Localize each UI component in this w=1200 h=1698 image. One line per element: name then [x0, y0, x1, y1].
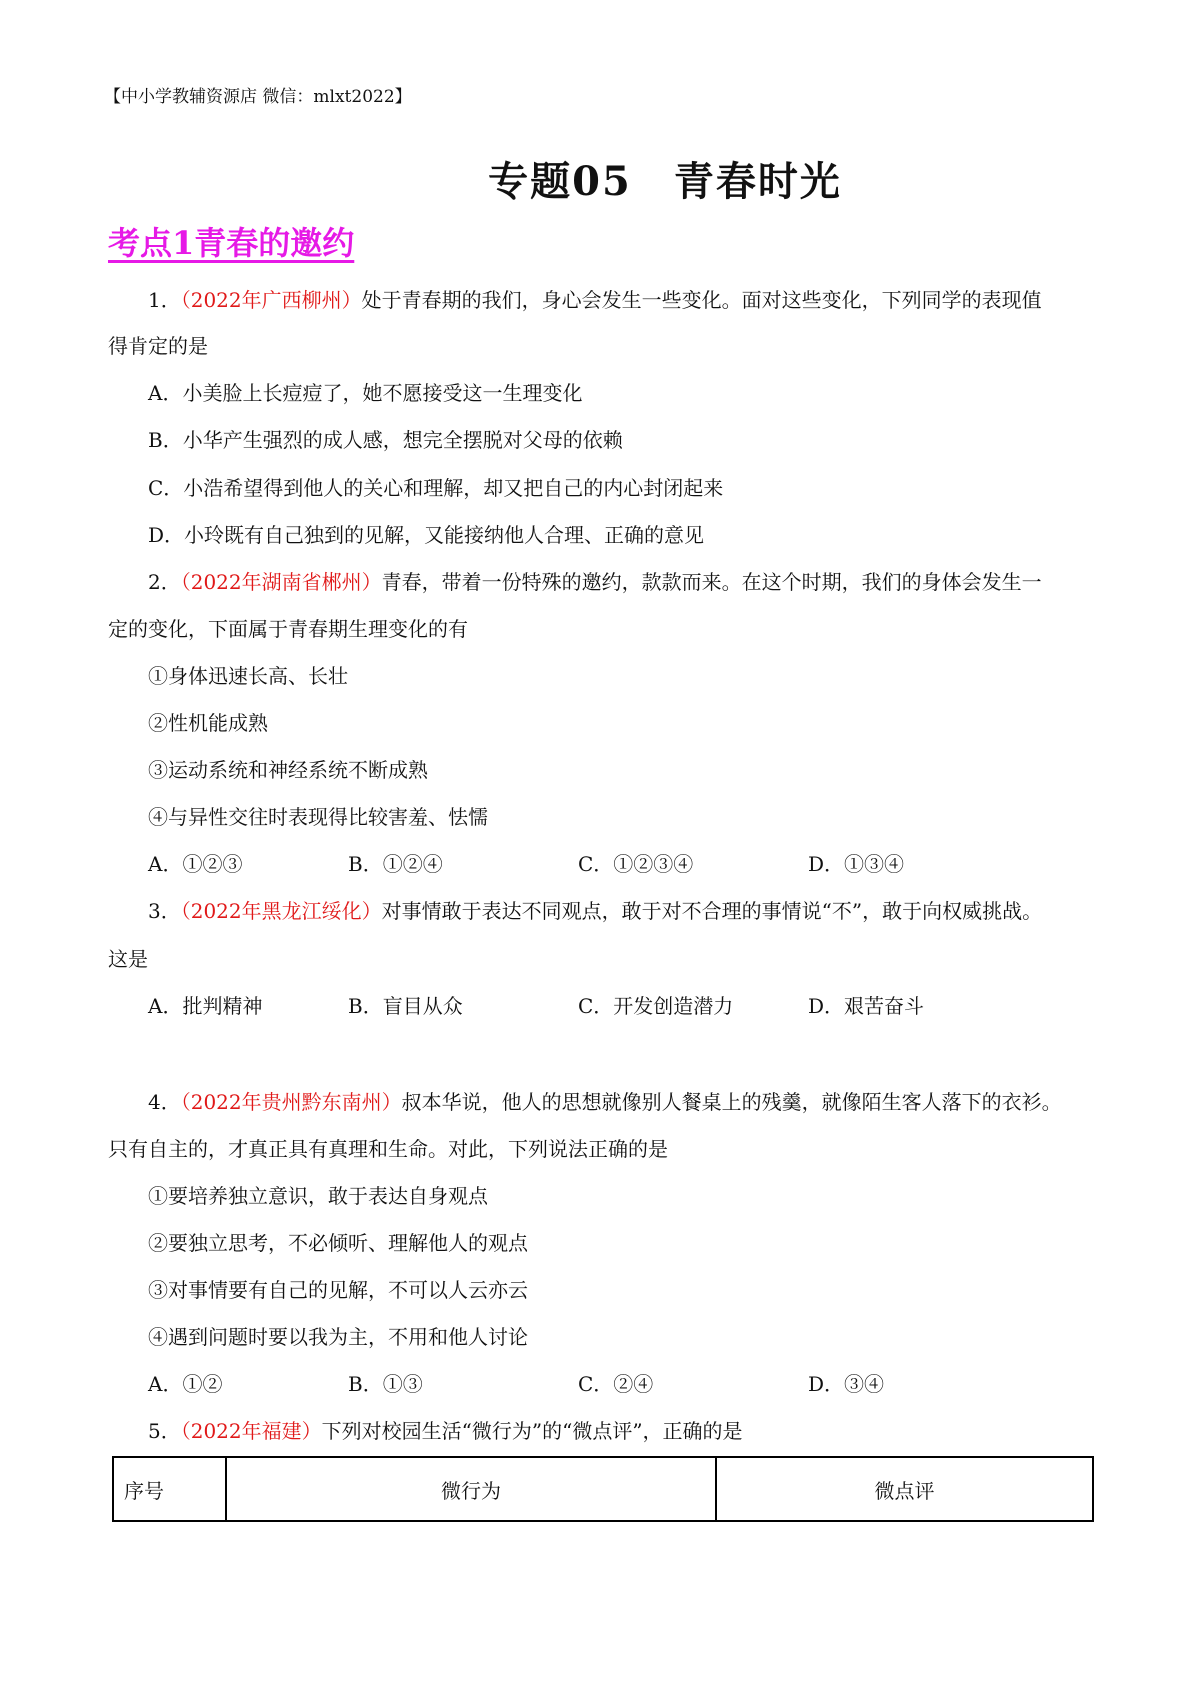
- q3-option-c: C．开发创造潜力: [578, 994, 734, 1018]
- page-header: 【中小学教辅资源店 微信：mlxt2022】: [104, 87, 412, 107]
- q3-option-a: A．批判精神: [148, 994, 263, 1018]
- q4-item: ④遇到问题时要以我为主，不用和他人讨论: [148, 1325, 528, 1349]
- q4-item: ②要独立思考，不必倾听、理解他人的观点: [148, 1231, 528, 1255]
- q2-stem: [148, 566, 1042, 595]
- q3-source: （2022年黑龙江绥化）: [180, 899, 382, 923]
- q4-item: ①要培养独立意识，敢于表达自身观点: [148, 1184, 488, 1208]
- page-title: 专题05 青春时光: [488, 158, 842, 205]
- q2-option-d: D．①③④: [808, 852, 905, 876]
- q2-item: ②性机能成熟: [148, 711, 268, 735]
- q1-stem: [148, 284, 1042, 313]
- q1-option-c: C．小浩希望得到他人的关心和理解，却又把自己的内心封闭起来: [148, 476, 724, 500]
- q2-number: 2．: [148, 570, 181, 594]
- q3-stem-cont: 这是: [108, 947, 148, 971]
- q4-item: ③对事情要有自己的见解，不可以人云亦云: [148, 1278, 528, 1302]
- q2-stem-text: 青春，带着一份特殊的邀约，款款而来。在这个时期，我们的身体会发生一: [381, 570, 1042, 594]
- q2-item: ③运动系统和神经系统不断成熟: [148, 758, 428, 782]
- q4-stem: [148, 1086, 1062, 1115]
- q2-item: ①身体迅速长高、长壮: [148, 664, 348, 688]
- q3-stem: [148, 895, 1042, 924]
- q5-number: 5．: [148, 1419, 181, 1443]
- q4-option-c: C．②④: [578, 1372, 654, 1396]
- q4-number: 4．: [148, 1090, 181, 1114]
- q4-option-b: B．①③: [348, 1372, 423, 1396]
- q2-source: （2022年湖南省郴州）: [180, 570, 382, 594]
- q5-stem: [148, 1415, 743, 1444]
- q3-option-b: B．盲目从众: [348, 994, 463, 1018]
- q2-option-c: C．①②③④: [578, 852, 694, 876]
- q2-option-b: B．①②④: [348, 852, 443, 876]
- q4-option-d: D．③④: [808, 1372, 885, 1396]
- q1-option-b: B．小华产生强烈的成人感，想完全摆脱对父母的依赖: [148, 428, 623, 452]
- q1-option-a: A．小美脸上长痘痘了，她不愿接受这一生理变化: [148, 381, 583, 405]
- q4-source: （2022年贵州黔东南州）: [180, 1090, 402, 1114]
- table-header-cell: 微点评: [716, 1457, 1093, 1521]
- q4-stem-text: 叔本华说，他人的思想就像别人餐桌上的残羹，就像陌生客人落下的衣衫。: [401, 1090, 1062, 1114]
- q1-source: （2022年广西柳州）: [180, 288, 362, 312]
- section-heading: 考点1青春的邀约: [108, 224, 355, 262]
- q5-source: （2022年福建）: [180, 1419, 322, 1443]
- q2-option-a: A．①②③: [148, 852, 243, 876]
- q5-table: [112, 1456, 1094, 1522]
- q5-stem-text: 下列对校园生活“微行为”的“微点评”，正确的是: [321, 1419, 743, 1443]
- q1-option-d: D．小玲既有自己独到的见解，又能接纳他人合理、正确的意见: [148, 523, 705, 547]
- q1-number: 1．: [148, 288, 181, 312]
- table-header-cell: 微行为: [226, 1457, 716, 1521]
- q2-item: ④与异性交往时表现得比较害羞、怯懦: [148, 805, 488, 829]
- q2-stem-cont: 定的变化，下面属于青春期生理变化的有: [108, 617, 468, 641]
- q1-stem-cont: 得肯定的是: [108, 334, 208, 358]
- q4-option-a: A．①②: [148, 1372, 223, 1396]
- q3-option-d: D．艰苦奋斗: [808, 994, 925, 1018]
- table-header-cell: 序号: [113, 1457, 226, 1521]
- table-header-row: [113, 1457, 1093, 1521]
- q3-stem-text: 对事情敢于表达不同观点，敢于对不合理的事情说“不”，敢于向权威挑战。: [381, 899, 1043, 923]
- q3-number: 3．: [148, 899, 181, 923]
- q4-stem-cont: 只有自主的，才真正具有真理和生命。对此，下列说法正确的是: [108, 1137, 668, 1161]
- q1-stem-text: 处于青春期的我们，身心会发生一些变化。面对这些变化，下列同学的表现值: [361, 288, 1042, 312]
